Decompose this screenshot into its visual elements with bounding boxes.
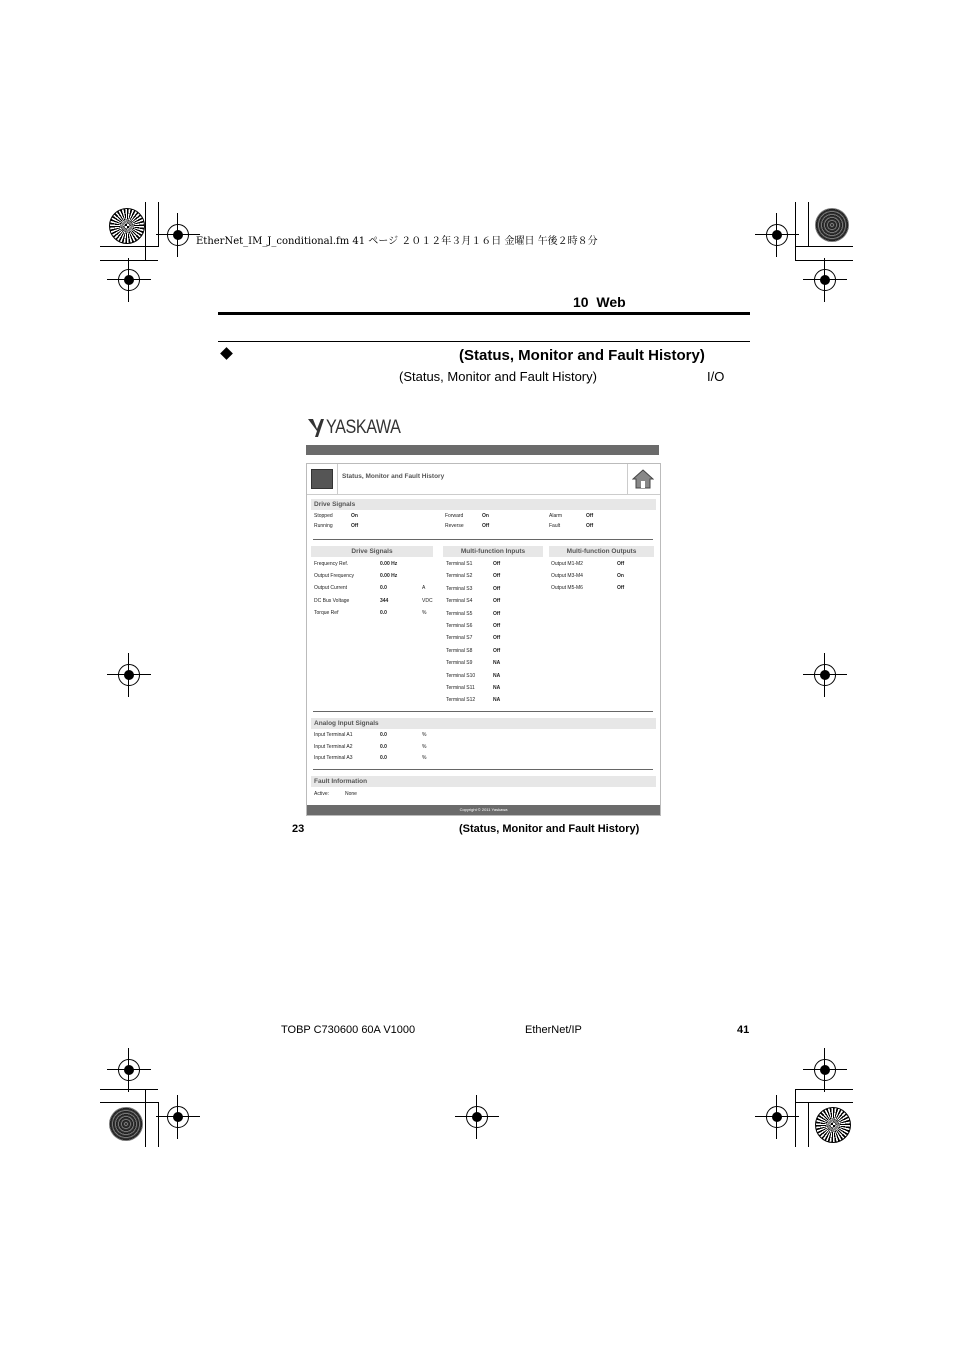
item-value: Off bbox=[493, 585, 501, 592]
section-subtitle-io: I/O bbox=[707, 369, 725, 384]
list-item bbox=[446, 635, 501, 642]
item-label: Alarm bbox=[549, 513, 563, 519]
list-item bbox=[446, 697, 501, 704]
section-rule bbox=[218, 341, 750, 342]
item-value: Off bbox=[482, 523, 490, 529]
fault-heading: Fault Information bbox=[311, 776, 656, 787]
list-item bbox=[446, 585, 501, 592]
item-value: 0.0 bbox=[380, 609, 387, 616]
item-label: Output M1-M2 bbox=[551, 561, 583, 567]
figure-number: 23 bbox=[292, 823, 305, 835]
list-item bbox=[446, 573, 501, 580]
list-item bbox=[551, 585, 625, 592]
list-item bbox=[314, 732, 427, 738]
fault-row bbox=[314, 791, 357, 797]
item-value: Off bbox=[617, 585, 625, 592]
footer-center: EtherNet/IP bbox=[525, 1024, 582, 1036]
item-value: Off bbox=[493, 561, 501, 567]
item-label: Input Terminal A3 bbox=[314, 755, 353, 761]
list-item bbox=[314, 597, 433, 604]
item-value: 0.00 Hz bbox=[380, 573, 398, 580]
yaskawa-logo bbox=[308, 416, 414, 440]
list-item bbox=[314, 609, 427, 616]
item-label: Terminal S11 bbox=[446, 685, 475, 691]
analog-heading: Analog Input Signals bbox=[311, 718, 656, 729]
item-unit: % bbox=[422, 755, 427, 761]
list-item bbox=[314, 755, 427, 761]
item-value: 0.00 Hz bbox=[380, 561, 398, 567]
footer-left: TOBP C730600 60A V1000 bbox=[281, 1024, 416, 1036]
list-item bbox=[314, 523, 359, 529]
item-value: 0.0 bbox=[380, 585, 387, 592]
item-label: Terminal S7 bbox=[446, 635, 473, 642]
list-item bbox=[549, 523, 594, 529]
item-value: Off bbox=[493, 635, 501, 642]
list-item bbox=[445, 523, 490, 529]
col-header-inputs: Multi-function Inputs bbox=[443, 546, 543, 557]
logo-text: YASKAWA bbox=[326, 417, 401, 438]
copyright: Copyright © 2011 Yaskawa bbox=[459, 807, 508, 812]
item-value: Off bbox=[493, 647, 501, 654]
list-item bbox=[314, 573, 398, 580]
print-header: EtherNet_IM_J_conditional.fm 41 ページ ２０１２年３月１６日 金曜日 午後２時８分 bbox=[196, 236, 598, 247]
item-label: Terminal S12 bbox=[446, 697, 476, 704]
list-item bbox=[446, 561, 501, 567]
figure-caption: (Status, Monitor and Fault History) bbox=[459, 823, 640, 835]
item-label: Terminal S4 bbox=[446, 598, 473, 605]
item-value: NA bbox=[493, 660, 501, 667]
logo-bar bbox=[306, 445, 659, 455]
item-label: Stopped bbox=[314, 513, 333, 519]
item-label: Input Terminal A2 bbox=[314, 743, 353, 750]
item-label: Terminal S6 bbox=[446, 623, 473, 629]
item-unit: % bbox=[422, 743, 427, 750]
list-item bbox=[446, 660, 501, 667]
item-value: NA bbox=[493, 672, 501, 679]
item-label: Terminal S9 bbox=[446, 660, 473, 667]
copyright-bar bbox=[307, 805, 660, 815]
item-value: 0.0 bbox=[380, 743, 387, 750]
list-item bbox=[446, 598, 501, 605]
item-value: Off bbox=[586, 523, 594, 529]
item-label: Terminal S5 bbox=[446, 610, 473, 617]
list-item bbox=[446, 647, 501, 654]
item-value: Off bbox=[493, 623, 501, 629]
item-value: 0.0 bbox=[380, 755, 387, 761]
item-value: On bbox=[482, 513, 489, 519]
item-value: Off bbox=[493, 598, 501, 605]
list-item bbox=[551, 561, 625, 567]
item-label: Output Frequency bbox=[314, 573, 355, 580]
yaskawa-mark-icon bbox=[308, 417, 324, 439]
list-item bbox=[446, 672, 501, 679]
item-label: Fault bbox=[549, 523, 561, 529]
item-unit: % bbox=[422, 609, 427, 616]
chapter-rule bbox=[218, 312, 750, 315]
section-heading: (Status, Monitor and Fault History) bbox=[459, 347, 705, 364]
list-item bbox=[446, 623, 501, 629]
item-label: DC Bus Voltage bbox=[314, 597, 350, 604]
list-item bbox=[446, 610, 501, 617]
list-item bbox=[314, 585, 426, 592]
item-value: Off bbox=[586, 513, 594, 519]
item-value: On bbox=[351, 513, 358, 519]
fault-value: None bbox=[345, 791, 357, 797]
item-label: Reverse bbox=[445, 523, 464, 529]
item-value: NA bbox=[493, 685, 501, 691]
item-value: 0.0 bbox=[380, 732, 387, 738]
item-unit: VDC bbox=[422, 597, 433, 604]
item-label: Terminal S2 bbox=[446, 573, 473, 580]
item-label: Terminal S10 bbox=[446, 672, 476, 679]
diamond-bullet-icon bbox=[220, 347, 233, 360]
item-value: On bbox=[617, 573, 624, 580]
item-label: Input Terminal A1 bbox=[314, 732, 353, 738]
item-label: Output M5-M6 bbox=[551, 585, 583, 592]
item-value: Off bbox=[351, 523, 359, 529]
list-item bbox=[314, 561, 398, 567]
item-label: Terminal S1 bbox=[446, 561, 473, 567]
list-item bbox=[551, 573, 624, 580]
item-label: Output Current bbox=[314, 585, 348, 592]
item-value: Off bbox=[617, 561, 625, 567]
item-value: Off bbox=[493, 573, 501, 580]
item-label: Terminal S8 bbox=[446, 647, 473, 654]
home-icon[interactable] bbox=[632, 469, 654, 489]
section-subtitle: (Status, Monitor and Fault History) bbox=[399, 369, 597, 384]
chapter-title: 10 Web bbox=[573, 294, 626, 310]
item-label: Terminal S3 bbox=[446, 585, 473, 592]
item-label: Forward bbox=[445, 513, 464, 519]
item-label: Torque Ref bbox=[314, 609, 339, 616]
drive-signals-heading: Drive Signals bbox=[311, 499, 656, 510]
monitor-icon bbox=[311, 469, 333, 489]
list-item bbox=[446, 685, 501, 691]
item-value: 344 bbox=[380, 597, 389, 604]
col-header-outputs: Multi-function Outputs bbox=[549, 546, 654, 557]
list-item bbox=[314, 743, 427, 750]
footer-page: 41 bbox=[737, 1024, 750, 1036]
list-item bbox=[445, 513, 489, 519]
item-unit: A bbox=[422, 585, 426, 592]
item-unit: % bbox=[422, 732, 427, 738]
item-value: Off bbox=[493, 610, 501, 617]
fault-label: Active: bbox=[314, 791, 330, 797]
status-page-screenshot bbox=[306, 463, 661, 816]
item-label: Output M3-M4 bbox=[551, 573, 583, 580]
item-label: Running bbox=[314, 523, 333, 529]
list-item bbox=[314, 513, 358, 519]
item-value: NA bbox=[493, 697, 501, 704]
col-header-drive: Drive Signals bbox=[311, 546, 433, 557]
list-item bbox=[549, 513, 594, 519]
item-label: Frequency Ref. bbox=[314, 561, 349, 567]
page-title: Status, Monitor and Fault History bbox=[342, 473, 445, 480]
screenshot-header bbox=[307, 464, 660, 495]
